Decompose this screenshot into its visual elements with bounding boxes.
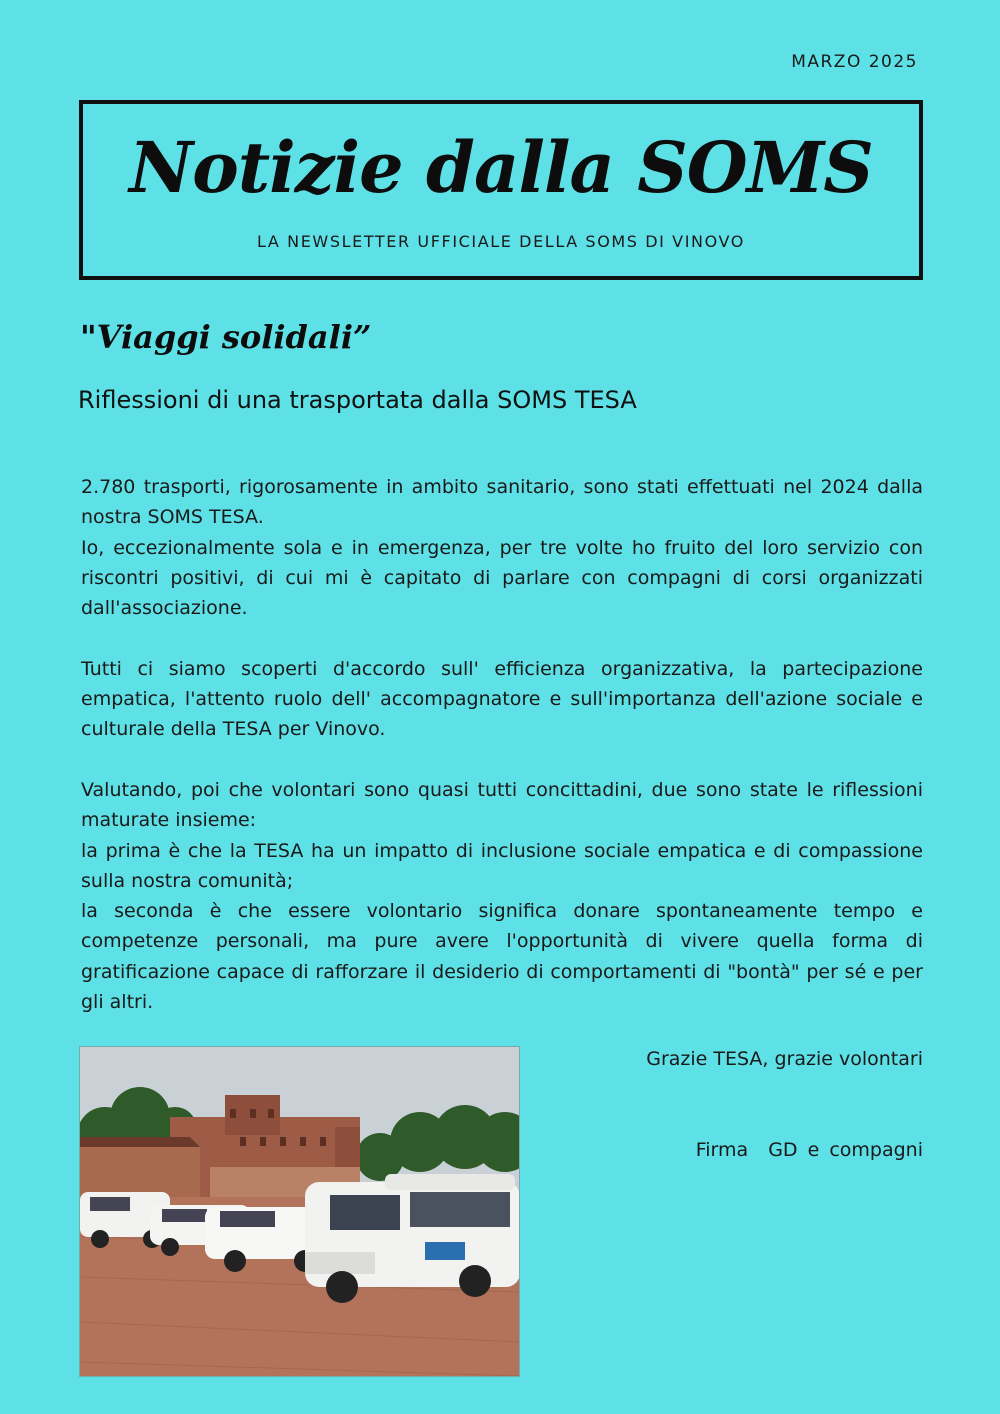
paragraph-line: Tutti ci siamo scoperti d'accordo sull' efficienza organizzativa, la partecipazione empatica, l'attento ruolo dell' accompagnatore e sull'importanza dell'azione sociale e culturale della TESA per Vinovo. (81, 657, 923, 741)
paragraph-line: Valutando, poi che volontari sono quasi tutti concittadini, due sono state le riflessioni maturate insieme: (81, 778, 923, 832)
paragraph (81, 472, 923, 623)
signature-name: GD e compagni (768, 1139, 923, 1161)
thanks-line: Grazie TESA, grazie volontari (646, 1048, 923, 1070)
newsletter-subtitle: LA NEWSLETTER UFFICIALE DELLA SOMS DI VINOVO (257, 232, 745, 251)
paragraph (81, 775, 923, 1017)
paragraph (81, 654, 923, 745)
paragraph-line: la prima è che la TESA ha un impatto di inclusione sociale empatica e di compassione sulla nostra comunità; (81, 839, 923, 892)
article-body (81, 472, 923, 1048)
newsletter-title: Notizie dalla SOMS (129, 126, 873, 209)
paragraph-line: Io, eccezionalmente sola e in emergenza, per tre volte ho fruito del loro servizio con riscontri positivi, di cui mi è capitato di parlare con compagni di corsi organizzati dall'associazione. (81, 536, 923, 620)
paragraph-line: 2.780 trasporti, rigorosamente in ambito sanitario, sono stati effettuati nel 2024 dalla nostra SOMS TESA. (81, 476, 923, 529)
signature-label: Firma (695, 1139, 749, 1161)
vans-photo (79, 1046, 520, 1377)
issue-date: MARZO 2025 (791, 52, 918, 72)
article-subtitle: Riflessioni di una trasportata dalla SOMS TESA (78, 386, 637, 414)
article-title: "Viaggi solidali” (80, 318, 372, 356)
paragraph-line: la seconda è che essere volontario significa donare spontaneamente tempo e competenze personali, ma pure avere l'opportunità di vivere quella forma di gratificazione capace di rafforzare il desiderio di comportamenti di "bontà" per sé e per gli altri. (81, 900, 923, 1014)
masthead-box (79, 100, 923, 280)
signature (696, 1139, 923, 1161)
